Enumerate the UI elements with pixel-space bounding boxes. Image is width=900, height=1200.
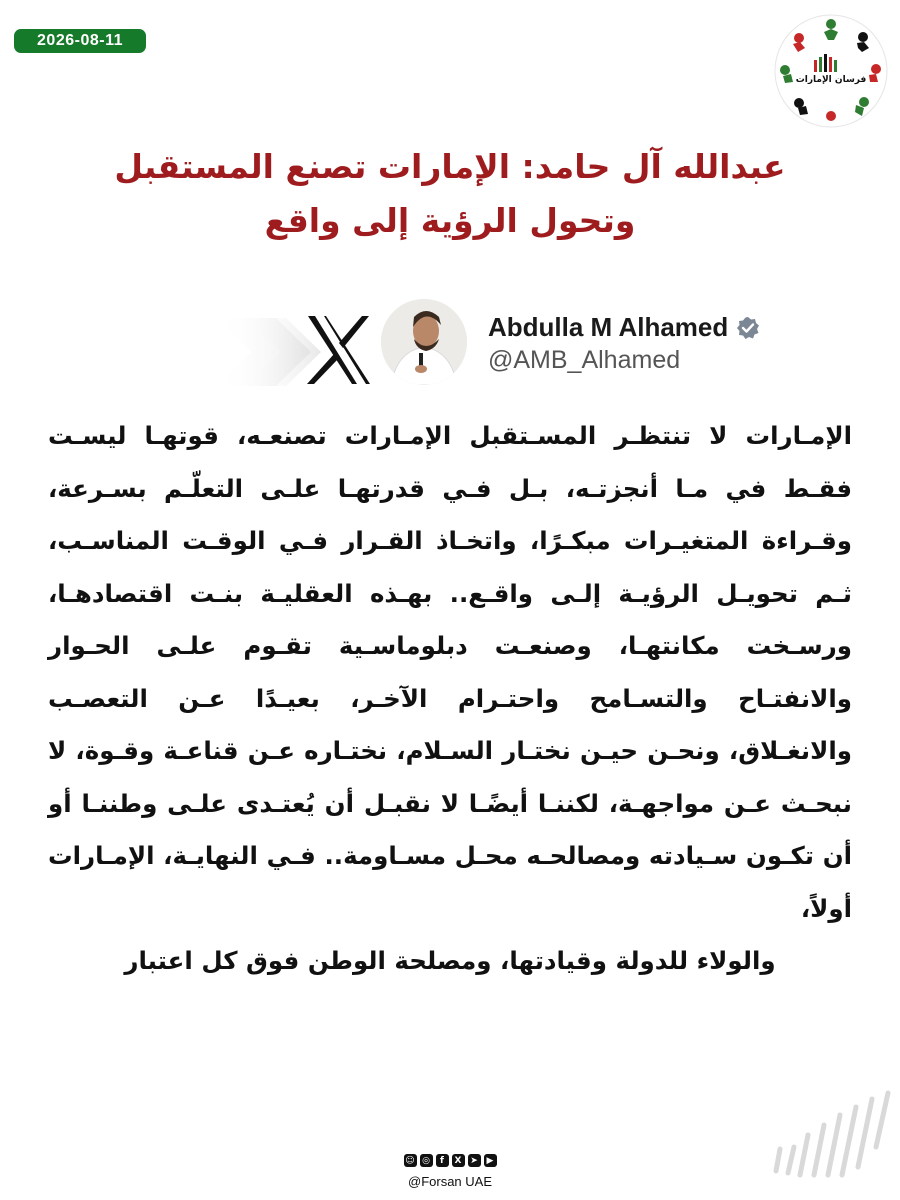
logo-center-text: فرسان الإمارات <box>795 75 867 85</box>
avatar <box>381 299 467 385</box>
quote-body <box>48 410 852 988</box>
social-icons <box>400 1154 500 1170</box>
profile-name-text: Abdulla M Alhamed <box>488 312 729 342</box>
headline-line-2: وتحول الرؤية إلى واقع <box>264 201 636 240</box>
snapchat-icon[interactable]: ☺ <box>405 1155 415 1166</box>
instagram-icon[interactable]: ◎ <box>420 1154 433 1167</box>
telegram-icon[interactable]: ➤ <box>468 1154 481 1167</box>
verified-badge-icon <box>736 316 760 340</box>
profile-name[interactable] <box>488 312 760 343</box>
quote-body-text: الإمـارات لا تنتظـر المسـتقبل الإمـارات تصنعـه، قوتهـا ليسـت فقـط في مـا أنجزتـه، بـل فـي قدرتهـا علـى التعلّـم بسـرعة، وقـراءة المتغيـرات مبكـرًا، واتخـاذ القـرار فـي الوقـت المناسـب، ثـم تحويـل الرؤيـة إلـى واقـع.. بهـذه العقليـة بنـت اقتصادهـا، ورسـخت مكانتهـا، وصنعـت دبلوماسـية تقـوم علـى الحـوار والانفتـاح والتسـامح واحتـرام الآخـر، بعيـدًا عـن التعصـب والانغـلاق، ونحـن حيـن نختـار السـلام، نختـاره عـن قناعـة وقـوة، لا نبحـث عـن مواجهـة، لكننـا أيضًـا لا نقبـل أن يُعتـدى علـى وطننـا أو أن تكـون سـيادته ومصالحـه محـل مسـاومة.. فـي النهايـة، الإمـارات أولاً، <box>48 421 852 923</box>
headline-line-1: عبدالله آل حامد: الإمارات تصنع المستقبل <box>114 147 786 186</box>
profile-handle[interactable]: @AMB_Alhamed <box>488 346 681 374</box>
headline <box>0 140 900 248</box>
date-badge: 2026-08-11 <box>14 29 146 53</box>
footer-handle[interactable]: @Forsan UAE <box>408 1174 492 1189</box>
x-icon[interactable]: X <box>452 1154 465 1167</box>
brush-stroke-decoration <box>772 1085 894 1180</box>
facebook-icon[interactable]: f <box>436 1154 449 1167</box>
youtube-icon[interactable]: ▶ <box>484 1154 497 1167</box>
x-logo-icon <box>304 314 374 386</box>
quote-last-line: والولاء للدولة وقيادتها، ومصلحة الوطن فوق كل اعتبار <box>124 946 776 975</box>
forsan-logo <box>772 12 890 130</box>
